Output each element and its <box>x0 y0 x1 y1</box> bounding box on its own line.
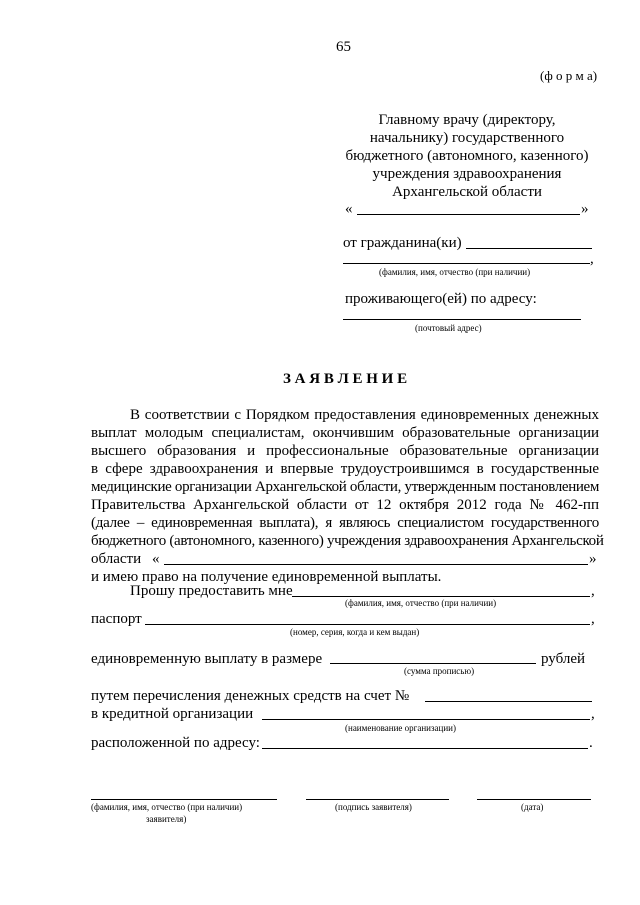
document-title: З А Я В Л Е Н И Е <box>283 371 408 387</box>
bank-name-field[interactable] <box>262 719 590 720</box>
amount-hint: (сумма прописью) <box>404 666 475 676</box>
paragraph-line: выплат молодым специалистам, окончившим образовательные организации <box>91 425 599 441</box>
addressee-line: Главному врачу (директору, <box>378 112 556 128</box>
citizen-name-field[interactable] <box>466 248 592 249</box>
addressee-line: бюджетного (автономного, казенного) <box>345 148 589 164</box>
bank-label: в кредитной организации <box>91 706 254 722</box>
passport-comma: , <box>591 611 595 627</box>
from-label: от гражданина(ки) <box>343 235 462 251</box>
account-label: путем перечисления денежных средств на счет № <box>91 688 410 704</box>
from-hint: (фамилия, имя, отчество (при наличии) <box>379 267 531 277</box>
addressee-line: учреждения здравоохранения <box>372 166 562 182</box>
bank-comma: , <box>591 706 595 722</box>
passport-label: паспорт <box>91 611 142 627</box>
org-quote-open: « <box>152 551 160 567</box>
date-hint: (дата) <box>521 802 544 812</box>
page-number: 65 <box>336 39 351 55</box>
paragraph-line: Правительства Архангельской области от 12 октября 2012 года № 462-пп <box>91 497 599 513</box>
passport-field[interactable] <box>145 624 590 625</box>
paragraph-line: высшего образования и профессиональные образовательные организации <box>91 443 599 459</box>
passport-hint: (номер, серия, когда и кем выдан) <box>290 627 420 637</box>
name-hint: (фамилия, имя, отчество (при наличии) <box>91 802 243 812</box>
account-number-field[interactable] <box>425 701 592 702</box>
from-comma: , <box>590 251 594 267</box>
amount-label: единовременную выплату в размере <box>91 651 323 667</box>
signature-hint: (подпись заявителя) <box>335 802 412 812</box>
addressee-line: начальнику) государственного <box>369 130 565 146</box>
applicant-fullname-field[interactable] <box>91 799 277 800</box>
bank-hint: (наименование организации) <box>345 723 456 733</box>
paragraph-line: медицинские организации Архангельской области, утвержденным постановлением <box>91 479 599 495</box>
institution-name-field[interactable] <box>357 214 580 215</box>
signature-field[interactable] <box>306 799 449 800</box>
request-label: Прошу предоставить мне <box>130 583 293 599</box>
paragraph-line: бюджетного (автономного, казенного) учреждения здравоохранения Архангельской <box>91 533 604 549</box>
citizen-name-field-2[interactable] <box>343 263 590 264</box>
bank-address-period: . <box>589 735 593 751</box>
org-label: области <box>91 551 142 567</box>
applicant-name-field[interactable] <box>292 596 590 597</box>
postal-address-field[interactable] <box>343 319 581 320</box>
employer-name-field[interactable] <box>164 564 588 565</box>
amount-words-field[interactable] <box>330 663 536 664</box>
bank-address-field[interactable] <box>262 748 588 749</box>
request-comma: , <box>591 583 595 599</box>
bank-address-label: расположенной по адресу: <box>91 735 260 751</box>
name-hint-2: заявителя) <box>146 814 187 824</box>
paragraph-line: (далее – единовременная выплата), я являюсь специалистом государственного <box>91 515 599 531</box>
right-to-payment-line: и имею право на получение единовременной выплаты. <box>91 569 442 585</box>
paragraph-line: в сфере здравоохранения и впервые трудоустроившимся в государственные <box>91 461 599 477</box>
org-quote-close: » <box>589 551 597 567</box>
form-label: (ф о р м а) <box>540 68 598 83</box>
date-field[interactable] <box>477 799 591 800</box>
residence-label: проживающего(ей) по адресу: <box>345 291 537 307</box>
quote-close: » <box>581 201 589 217</box>
paragraph-line: В соответствии с Порядком предоставления единовременных денежных <box>130 407 599 423</box>
quote-open: « <box>345 201 353 217</box>
request-hint: (фамилия, имя, отчество (при наличии) <box>345 598 497 608</box>
residence-hint: (почтовый адрес) <box>415 323 482 333</box>
addressee-line: Архангельской области <box>392 184 542 200</box>
amount-suffix: рублей <box>541 651 586 667</box>
